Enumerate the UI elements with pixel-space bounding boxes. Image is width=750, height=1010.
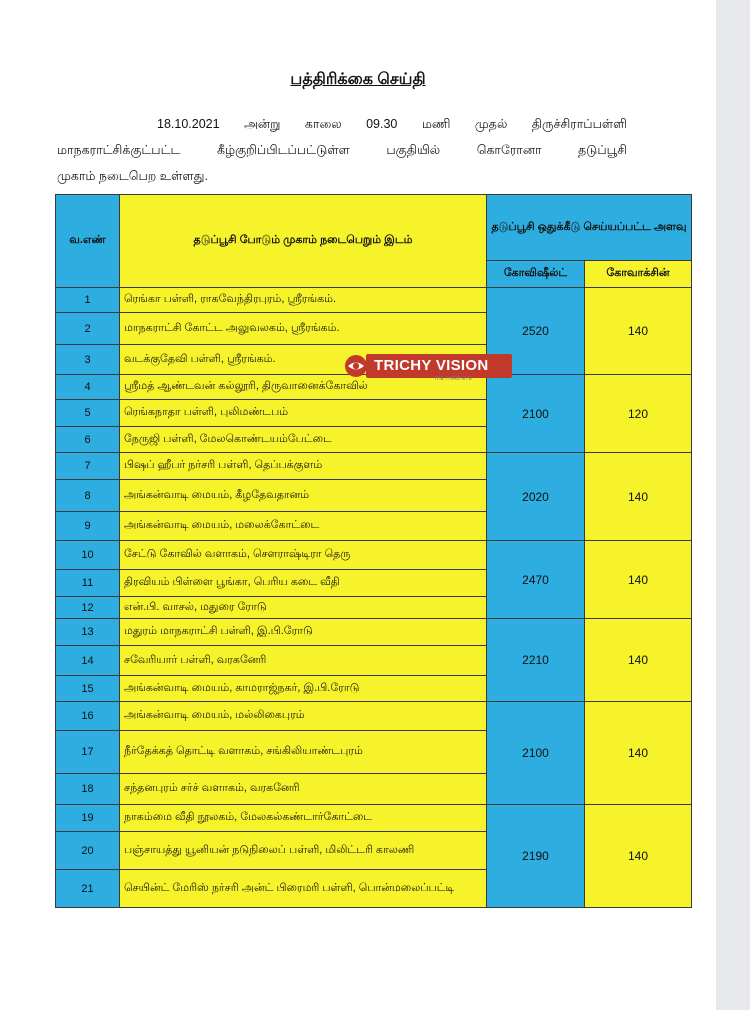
row-sno: 19 xyxy=(56,805,120,832)
group-covishield: 2100 xyxy=(487,702,585,805)
row-sno: 8 xyxy=(56,480,120,512)
row-place: பிஷப் ஹீபர் நர்சரி பள்ளி, தெப்பக்குளம் xyxy=(120,453,487,480)
row-sno: 10 xyxy=(56,541,120,570)
row-sno: 18 xyxy=(56,774,120,805)
group-covaxin: 140 xyxy=(585,541,692,619)
group-covaxin: 140 xyxy=(585,288,692,375)
group-covaxin: 140 xyxy=(585,702,692,805)
row-place: அங்கன்வாடி மையம், மலைக்கோட்டை xyxy=(120,512,487,541)
watermark-text: TRICHY VISION xyxy=(374,357,489,374)
row-place: பஞ்சாயத்து யூனியன் நடுநிலைப் பள்ளி, மிலிட்டரி காலணி xyxy=(120,832,487,870)
group-covaxin: 120 xyxy=(585,375,692,453)
watermark-tagline: THE THIRD EYE xyxy=(434,376,472,382)
row-place: நேருஜி பள்ளி, மேலகொண்டயம்பேட்டை xyxy=(120,427,487,453)
row-place: சந்தனபுரம் சர்ச் வளாகம், வரகனேரி xyxy=(120,774,487,805)
header-covaxin: கோவாக்சின் xyxy=(585,261,692,288)
table-row xyxy=(56,541,692,570)
row-place: மதுரம் மாநகராட்சி பள்ளி, இ.பி.ரோடு xyxy=(120,619,487,646)
row-place: திரவியம் பிள்ளை பூங்கா, பெரிய கடை வீதி xyxy=(120,570,487,597)
table-row xyxy=(56,288,692,313)
header-allotment: தடுப்பூசி ஒதுக்கீடு செய்யப்பட்ட அளவு xyxy=(487,195,692,261)
row-place: வடக்குதேவி பள்ளி, ஸ்ரீரங்கம். xyxy=(120,345,487,375)
table-row xyxy=(56,805,692,832)
row-place: மாநகராட்சி கோட்ட அலுவலகம், ஸ்ரீரங்கம். xyxy=(120,313,487,345)
row-sno: 11 xyxy=(56,570,120,597)
row-sno: 16 xyxy=(56,702,120,731)
row-place: என்.பி. வாசல், மதுரை ரோடு xyxy=(120,597,487,619)
row-place: ரெங்கநாதா பள்ளி, புலிமண்டபம் xyxy=(120,400,487,427)
header-covishield: கோவிஷீல்ட் xyxy=(487,261,585,288)
paragraph-line-2: மாநகராட்சிக்குட்பட்ட கீழ்குறிப்பிடப்பட்டுள்ள பகுதியில் கொரோனா தடுப்பூசி xyxy=(57,143,627,157)
row-sno: 12 xyxy=(56,597,120,619)
group-covaxin: 140 xyxy=(585,453,692,541)
row-sno: 17 xyxy=(56,731,120,774)
row-place: நாகம்மை வீதி நூலகம், மேலகல்கண்டார்கோட்டை xyxy=(120,805,487,832)
row-place: அங்கன்வாடி மையம், மல்லிகைபுரம் xyxy=(120,702,487,731)
group-covishield: 2470 xyxy=(487,541,585,619)
row-sno: 20 xyxy=(56,832,120,870)
page-title xyxy=(0,70,716,90)
group-covishield: 2100 xyxy=(487,375,585,453)
group-covishield: 2210 xyxy=(487,619,585,702)
header-place: தடுப்பூசி போடும் முகாம் நடைபெறும் இடம் xyxy=(120,195,487,288)
right-margin-strip xyxy=(716,0,750,1010)
row-place: அங்கன்வாடி மையம், காமராஜ்நகர், இ.பி.ரோடு xyxy=(120,676,487,702)
row-sno: 21 xyxy=(56,870,120,908)
row-sno: 9 xyxy=(56,512,120,541)
group-covishield: 2520 xyxy=(487,288,585,375)
row-place: அங்கன்வாடி மையம், கீழதேவதானம் xyxy=(120,480,487,512)
table-row xyxy=(56,453,692,480)
row-sno: 6 xyxy=(56,427,120,453)
row-place: நீர்தேக்கத் தொட்டி வளாகம், சங்கிலியாண்டபுரம் xyxy=(120,731,487,774)
row-sno: 4 xyxy=(56,375,120,400)
table-row xyxy=(56,619,692,646)
row-sno: 7 xyxy=(56,453,120,480)
row-sno: 2 xyxy=(56,313,120,345)
row-sno: 1 xyxy=(56,288,120,313)
paragraph-line-3: முகாம் நடைபெற உள்ளது. xyxy=(57,169,208,183)
trichy-vision-watermark xyxy=(344,354,514,381)
row-place: செயின்ட் மேரிஸ் நர்சரி அன்ட் பிரைமரி பள்ளி, பொன்மலைப்பட்டி xyxy=(120,870,487,908)
row-sno: 5 xyxy=(56,400,120,427)
title-text: பத்திரிக்கை செய்தி xyxy=(290,71,426,88)
row-place: ஸ்ரீமத் ஆண்டவன் கல்லூரி, திருவானைக்கோவில் xyxy=(120,375,487,400)
row-sno: 3 xyxy=(56,345,120,375)
row-sno: 15 xyxy=(56,676,120,702)
eye-logo-icon xyxy=(344,354,368,378)
group-covishield: 2020 xyxy=(487,453,585,541)
row-sno: 13 xyxy=(56,619,120,646)
vaccination-camp-table xyxy=(55,194,692,908)
group-covishield: 2190 xyxy=(487,805,585,908)
row-place: ரெங்கா பள்ளி, ராகவேந்திரபுரம், ஸ்ரீரங்கம். xyxy=(120,288,487,313)
header-sno: வ.எண் xyxy=(56,195,120,288)
row-place: சேட்டு கோவில் வளாகம், சௌராஷ்டிரா தெரு xyxy=(120,541,487,570)
group-covaxin: 140 xyxy=(585,805,692,908)
table-row xyxy=(56,702,692,731)
paragraph-line-1: 18.10.2021 அன்று காலை 09.30 மணி முதல் திருச்சிராப்பள்ளி xyxy=(157,117,627,131)
row-sno: 14 xyxy=(56,646,120,676)
press-paragraph xyxy=(57,111,627,189)
group-covaxin: 140 xyxy=(585,619,692,702)
row-place: சவேரியார் பள்ளி, வரகனேரி xyxy=(120,646,487,676)
